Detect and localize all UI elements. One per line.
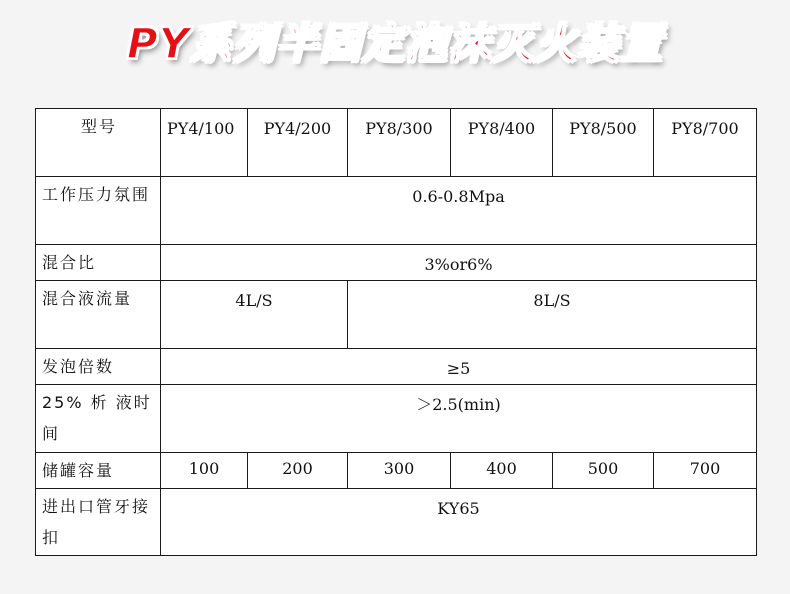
tank-capacity-cell: 300 <box>348 453 451 489</box>
value-pipe-thread: KY65 <box>161 489 757 556</box>
label-pipe-thread: 进出口管牙接扣 <box>36 489 161 556</box>
table-row-pressure <box>36 177 757 245</box>
table-row-drain-time <box>36 385 757 453</box>
value-mix-flow-small: 4L/S <box>161 281 348 349</box>
label-model: 型号 <box>36 109 161 177</box>
tank-capacity-cell: 500 <box>553 453 654 489</box>
table-row-tank-capacity <box>36 453 757 489</box>
table-row-model <box>36 109 757 177</box>
model-cell: PY8/700 <box>654 109 757 177</box>
model-cell: PY4/200 <box>248 109 348 177</box>
tank-capacity-cell: 700 <box>654 453 757 489</box>
label-pressure: 工作压力氛围 <box>36 177 161 245</box>
value-expansion: ≥5 <box>161 349 757 385</box>
value-drain-time: ＞2.5(min) <box>161 385 757 453</box>
label-tank-capacity: 储罐容量 <box>36 453 161 489</box>
value-pressure: 0.6-0.8Mpa <box>161 177 757 245</box>
label-mix-flow: 混合液流量 <box>36 281 161 349</box>
value-mix-ratio: 3%or6% <box>161 245 757 281</box>
tank-capacity-cell: 200 <box>248 453 348 489</box>
page-title: PY系列半固定泡沫灭火装置 <box>126 19 664 68</box>
model-cell: PY4/100 <box>161 109 248 177</box>
table-row-expansion <box>36 349 757 385</box>
model-cell: PY8/500 <box>553 109 654 177</box>
table-row-mix-flow <box>36 281 757 349</box>
tank-capacity-cell: 100 <box>161 453 248 489</box>
label-mix-ratio: 混合比 <box>36 245 161 281</box>
tank-capacity-cell: 400 <box>451 453 553 489</box>
model-cell: PY8/400 <box>451 109 553 177</box>
model-cell: PY8/300 <box>348 109 451 177</box>
label-expansion: 发泡倍数 <box>36 349 161 385</box>
table-row-pipe-thread <box>36 489 757 556</box>
value-mix-flow-large: 8L/S <box>348 281 757 349</box>
table-row-mix-ratio <box>36 245 757 281</box>
spec-table <box>35 108 757 556</box>
label-drain-time: 25% 析 液时间 <box>36 385 161 453</box>
